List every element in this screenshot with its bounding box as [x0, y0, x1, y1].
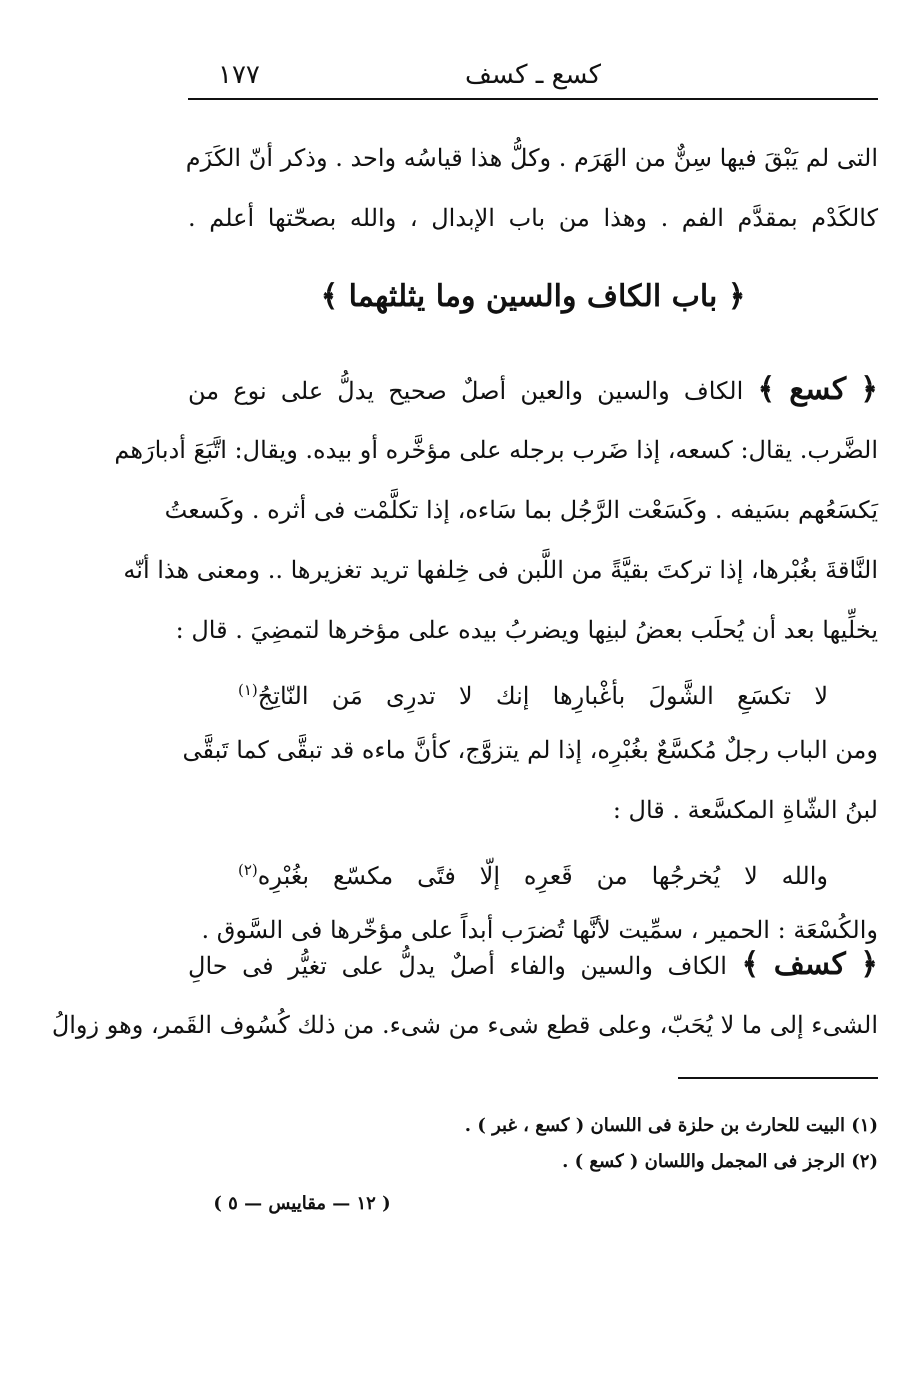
verse-line	[188, 840, 878, 900]
entry-text: الكاف والسين والعين أصلٌ صحيح يدلُّ على نوع من	[188, 377, 744, 405]
text-line: النَّاقةَ بغُبْرها، إذا تركتَ بقيَّةً من اللَّبن فى خِلفها تريد تغزيرها .. ومعنى هذا أنّه	[123, 556, 878, 584]
text-line: يخلِّيها بعد أن يُحلَب بعضُ لبنِها ويضربُ بيده على مؤخرها لتمضِيَ . قال :	[175, 616, 878, 644]
verse-hemistich: لا تكسَعِ الشَّولَ بأغْبارِها	[552, 682, 829, 710]
entry-first-line	[188, 360, 878, 420]
running-title: كسع ـ كسف	[464, 60, 602, 90]
text-line: والكُسْعَة : الحمير ، سمِّيت لأنَّها تُضرَب أبداً على مؤخّرها فى السَّوق .	[201, 916, 878, 944]
entry-keyword: كسف	[773, 947, 846, 982]
entry-text: الكاف والسين والفاء أصلٌ يدلُّ على تغيُّر فى حالِ	[188, 952, 727, 980]
verse-hemistich: والله لا يُخرجُها من قَعرِه	[523, 862, 828, 890]
entry-first-line	[188, 935, 878, 995]
page-number: ١٧٧	[218, 60, 260, 90]
section-heading: ﴿ باب الكاف والسين وما يثلثهما ﴾	[320, 279, 746, 314]
footnote: (١) البيت للحارث بن حلزة فى اللسان ( كسع ، غبر ) .	[464, 1115, 878, 1136]
page-header	[188, 58, 878, 94]
text-line: الشىء إلى ما لا يُحَبّ، وعلى قطع شىء من شىء. من ذلك كُسُوف القَمر، وهو زوالُ	[51, 1011, 878, 1039]
entry-keyword: كسع	[789, 372, 847, 407]
verse-line	[188, 660, 878, 720]
printer-signature: ( ١٢ — مقاييس — ٥ )	[213, 1193, 391, 1214]
footnote: (٢) الرجز فى المجمل واللسان ( كسع ) .	[562, 1151, 878, 1172]
text-line: كالكَدْم بمقدَّم الفم . وهذا من باب الإبدال ، والله بصحّتها أعلم .	[188, 204, 878, 232]
text-line: الضَّرب. يقال: كسعه، إذا ضَرب برجله على مؤخَّره أو بيده. ويقال: اتَّبَعَ أدبارَهم	[114, 436, 878, 464]
text-line: ومن الباب رجلٌ مُكسَّعٌ بغُبْرِه، إذا لم يتزوَّج، كأنَّ ماءه قد تبقَّى كما تَبقَّى	[182, 736, 878, 764]
footnotes	[188, 1108, 878, 1180]
ornamental-bracket-open: ﴿	[860, 947, 878, 982]
text-line: يَكسَعُهم بسَيفه . وكَسَعْت الرَّجُل بما سَاءه، إذا تكلَّمْت فى أثره . وكَسعتُ	[164, 496, 878, 524]
verse-hemistich	[238, 862, 500, 890]
footnote-separator	[678, 1077, 878, 1079]
footnote-marker: (١)	[238, 681, 258, 699]
footnote-marker: (٢)	[238, 861, 258, 879]
verse-hemistich	[238, 682, 529, 710]
text-line: التى لم يَبْقَ فيها سِنٌّ من الهَرَم . وكلُّ هذا قياسُه واحد . وذكر أنّ الكَزَم	[185, 144, 878, 172]
ornamental-bracket-close: ﴾	[741, 947, 760, 982]
entry-kasaa	[114, 360, 878, 960]
verse-hemistich-text: إنك لا تدرِى مَن النّاتِجُ	[257, 682, 530, 710]
entry-kasafa	[51, 935, 878, 1055]
text-line: لبنُ الشّاةِ المكسَّعة . قال :	[612, 796, 878, 824]
header-rule	[188, 98, 878, 100]
ornamental-bracket-open: ﴿	[860, 372, 878, 407]
ornamental-bracket-close: ﴾	[757, 372, 776, 407]
verse-hemistich-text: إلّا فتًى مكسّع بغُبْرِه	[257, 862, 501, 890]
intro-paragraph	[185, 128, 878, 248]
